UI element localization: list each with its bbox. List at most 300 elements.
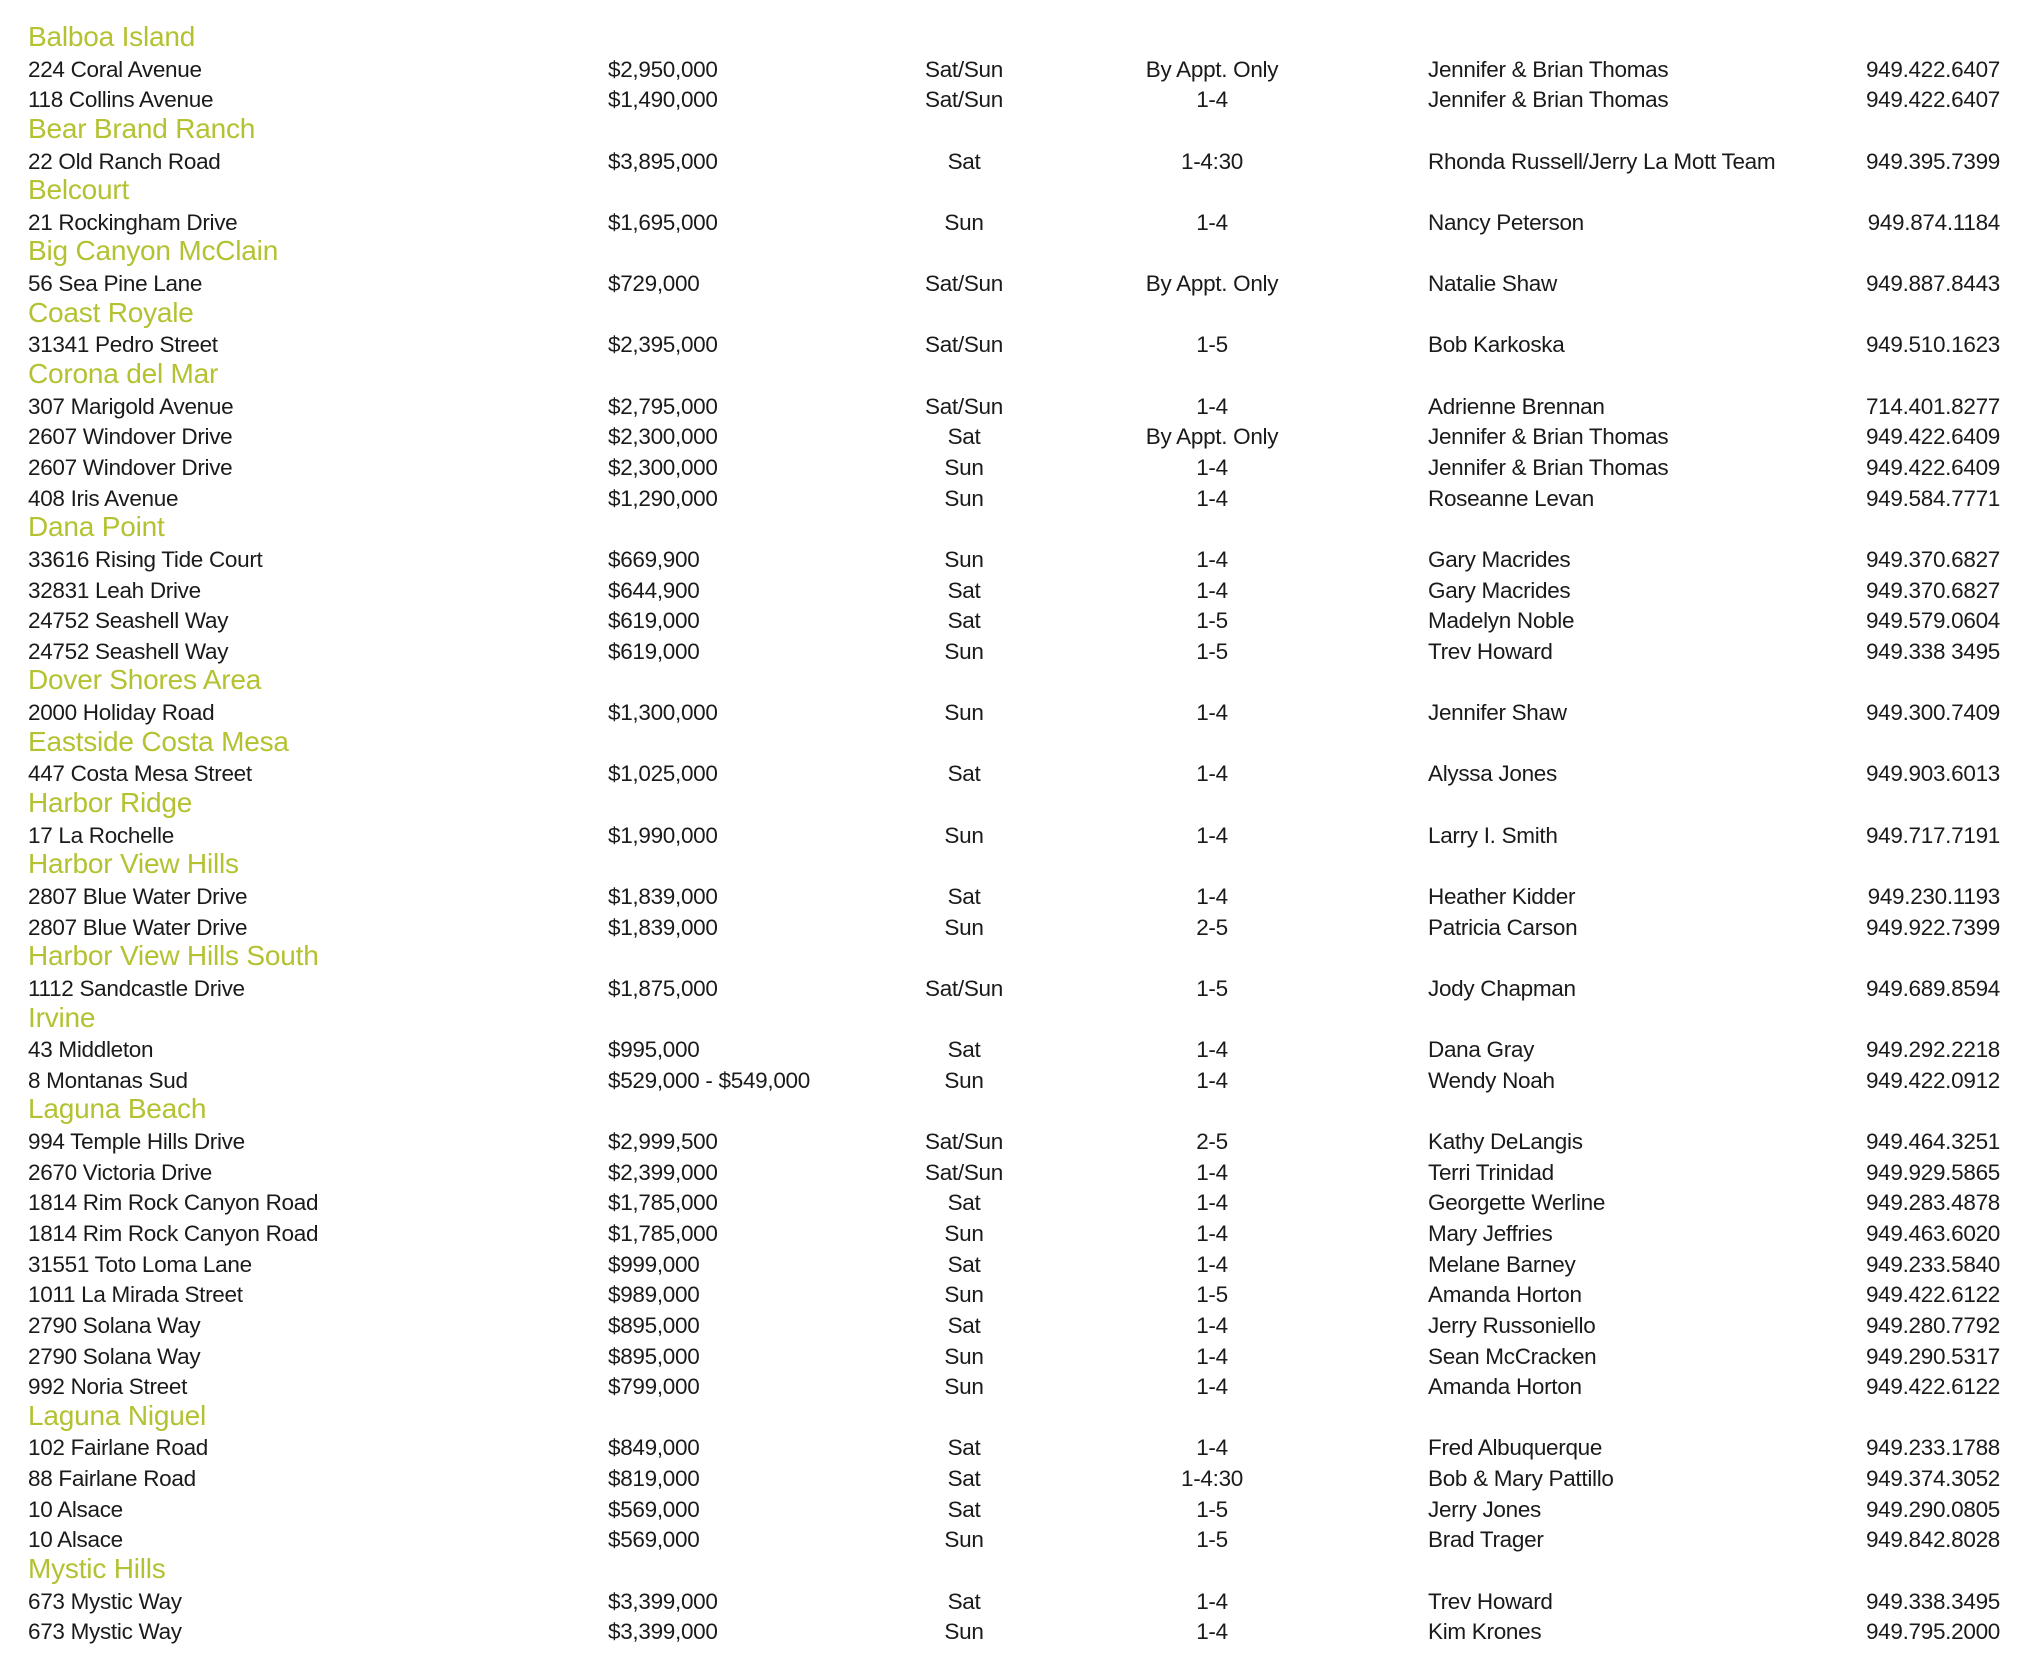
listing-phone: 949.283.4878: [1865, 1190, 2000, 1216]
listing-day: Sun: [944, 638, 984, 664]
listing-time: 1-4: [1196, 87, 1228, 113]
listing-phone: 949.584.7771: [1865, 485, 2000, 511]
listing-day: Sat: [947, 424, 981, 450]
listing-time: 1-4: [1196, 700, 1228, 726]
listing-agent: Jennifer & Brian Thomas: [1428, 87, 1669, 113]
listing-agent: Melane Barney: [1428, 1251, 1576, 1277]
listing-day: Sun: [944, 485, 984, 511]
listing-price: $669,900: [608, 546, 700, 572]
listing-agent: Heather Kidder: [1428, 883, 1576, 909]
listing-time: 1-5: [1196, 608, 1228, 634]
listing-address: 31341 Pedro Street: [28, 332, 218, 358]
listing-price: $995,000: [608, 1037, 700, 1063]
area-section: [0, 1094, 2030, 1400]
listing-agent: Jerry Russoniello: [1428, 1312, 1596, 1338]
listing-phone: 949.422.6409: [1865, 424, 2000, 450]
area-section: [0, 1401, 2030, 1554]
listing-row: [0, 1156, 2030, 1187]
listing-address: 56 Sea Pine Lane: [28, 271, 203, 297]
listing-price: $2,399,000: [608, 1159, 718, 1185]
listing-address: 673 Mystic Way: [28, 1619, 182, 1645]
listing-time: 1-4: [1196, 1343, 1228, 1369]
listing-phone: 949.374.3052: [1865, 1466, 2000, 1492]
listing-phone: 949.510.1623: [1865, 332, 2000, 358]
listing-address: 24752 Seashell Way: [28, 608, 229, 634]
listing-row: [0, 696, 2030, 727]
listing-address: 447 Costa Mesa Street: [28, 761, 252, 787]
listing-price: $895,000: [608, 1312, 700, 1338]
listing-price: $1,490,000: [608, 87, 718, 113]
listing-price: $1,875,000: [608, 975, 718, 1001]
listing-price: $1,785,000: [608, 1190, 718, 1216]
listing-time: 1-4: [1196, 209, 1228, 235]
listing-day: Sun: [944, 1282, 984, 1308]
listing-address: 307 Marigold Avenue: [28, 393, 234, 419]
listing-price: $1,785,000: [608, 1220, 718, 1246]
listing-agent: Jennifer & Brian Thomas: [1428, 454, 1669, 480]
listing-time: 1-5: [1196, 638, 1228, 664]
listing-agent: Brad Trager: [1428, 1527, 1544, 1553]
listing-row: [0, 206, 2030, 237]
listing-address: 992 Noria Street: [28, 1374, 188, 1400]
listing-address: 994 Temple Hills Drive: [28, 1129, 245, 1155]
listing-address: 24752 Seashell Way: [28, 638, 229, 664]
area-heading-row: [0, 1554, 2030, 1585]
area-heading-row: [0, 1094, 2030, 1125]
listing-phone: 949.463.6020: [1865, 1220, 2000, 1246]
listing-row: [0, 1186, 2030, 1217]
listing-row: [0, 1370, 2030, 1401]
listing-row: [0, 1462, 2030, 1493]
listing-price: $2,950,000: [608, 56, 718, 82]
listing-day: Sat: [947, 1312, 981, 1338]
listing-row: [0, 1064, 2030, 1095]
listing-time: 1-4:30: [1181, 148, 1243, 174]
listing-row: [0, 1309, 2030, 1340]
listing-address: 2670 Victoria Drive: [28, 1159, 212, 1185]
listing-time: 1-4: [1196, 1159, 1228, 1185]
listing-row: [0, 819, 2030, 850]
listing-row: [0, 1523, 2030, 1554]
listing-day: Sun: [944, 546, 984, 572]
area-heading: Harbor Ridge: [28, 787, 193, 819]
listing-agent: Jody Chapman: [1428, 975, 1576, 1001]
listing-row: [0, 1493, 2030, 1524]
area-heading: Coast Royale: [28, 296, 194, 328]
listing-address: 1814 Rim Rock Canyon Road: [28, 1190, 319, 1216]
area-section: [0, 1003, 2030, 1095]
listing-day: Sun: [944, 914, 984, 940]
area-section: [0, 298, 2030, 359]
listing-phone: 949.874.1184: [1867, 209, 2000, 235]
listing-phone: 949.922.7399: [1865, 914, 2000, 940]
area-section: [0, 665, 2030, 726]
listing-price: $619,000: [608, 638, 700, 664]
listing-agent: Wendy Noah: [1428, 1067, 1555, 1093]
listing-phone: 949.689.8594: [1865, 975, 2000, 1001]
listing-time: By Appt. Only: [1145, 271, 1279, 297]
listing-agent: Natalie Shaw: [1428, 271, 1557, 297]
listing-address: 2607 Windover Drive: [28, 424, 233, 450]
listing-row: [0, 83, 2030, 114]
listing-price: $3,399,000: [608, 1619, 718, 1645]
listing-phone: 949.842.8028: [1865, 1527, 2000, 1553]
listing-time: 1-4: [1196, 1619, 1228, 1645]
listing-day: Sun: [944, 1343, 984, 1369]
listing-price: $644,900: [608, 577, 700, 603]
listing-phone: 949.422.6407: [1865, 56, 2000, 82]
listing-address: 408 Iris Avenue: [28, 485, 179, 511]
listing-price: $849,000: [608, 1435, 700, 1461]
listing-day: Sun: [944, 1067, 984, 1093]
listing-phone: 949.579.0604: [1865, 608, 2000, 634]
listing-agent: Madelyn Noble: [1428, 608, 1575, 634]
listing-price: $1,839,000: [608, 914, 718, 940]
listing-time: 1-4: [1196, 1588, 1228, 1614]
listing-price: $1,290,000: [608, 485, 718, 511]
listing-time: 1-4: [1196, 454, 1228, 480]
listing-agent: Kathy DeLangis: [1428, 1129, 1583, 1155]
listing-time: 1-4: [1196, 1251, 1228, 1277]
listing-phone: 949.338 3495: [1865, 638, 2000, 664]
listing-time: 1-4: [1196, 546, 1228, 572]
listing-row: [0, 1217, 2030, 1248]
area-heading: Dover Shores Area: [28, 664, 262, 696]
listing-price: $989,000: [608, 1282, 700, 1308]
listing-address: 2807 Blue Water Drive: [28, 883, 248, 909]
listing-address: 31551 Toto Loma Lane: [28, 1251, 252, 1277]
area-heading: Bear Brand Ranch: [28, 112, 256, 144]
listing-row: [0, 635, 2030, 666]
listing-agent: Roseanne Levan: [1428, 485, 1594, 511]
listing-phone: 949.290.5317: [1865, 1343, 2000, 1369]
listing-phone: 949.280.7792: [1865, 1312, 2000, 1338]
area-section: [0, 727, 2030, 788]
listing-address: 1814 Rim Rock Canyon Road: [28, 1220, 319, 1246]
listing-time: 1-5: [1196, 1527, 1228, 1553]
listing-day: Sat: [947, 1037, 981, 1063]
listing-price: $619,000: [608, 608, 700, 634]
listing-row: [0, 482, 2030, 513]
listing-row: [0, 328, 2030, 359]
listing-row: [0, 420, 2030, 451]
listing-row: [0, 53, 2030, 84]
listing-phone: 949.338.3495: [1865, 1588, 2000, 1614]
listing-agent: Alyssa Jones: [1428, 761, 1557, 787]
listing-agent: Jennifer & Brian Thomas: [1428, 424, 1669, 450]
listing-price: $1,695,000: [608, 209, 718, 235]
listing-time: 1-4: [1196, 577, 1228, 603]
listing-day: Sun: [944, 700, 984, 726]
area-heading: Dana Point: [28, 511, 165, 543]
area-section: [0, 788, 2030, 849]
area-section: [0, 941, 2030, 1002]
area-section: [0, 1554, 2030, 1646]
listing-row: [0, 880, 2030, 911]
listing-time: 1-4: [1196, 761, 1228, 787]
listing-address: 22 Old Ranch Road: [28, 148, 221, 174]
area-heading: Laguna Beach: [28, 1093, 207, 1125]
listing-day: Sat/Sun: [925, 1129, 1003, 1155]
listing-time: 1-5: [1196, 332, 1228, 358]
listing-agent: Bob & Mary Pattillo: [1428, 1466, 1614, 1492]
area-heading-row: [0, 941, 2030, 972]
listing-agent: Trev Howard: [1428, 1588, 1553, 1614]
listing-row: [0, 1431, 2030, 1462]
listing-day: Sat/Sun: [925, 271, 1003, 297]
area-heading-row: [0, 1401, 2030, 1432]
listing-phone: 949.290.0805: [1865, 1496, 2000, 1522]
area-heading-row: [0, 665, 2030, 696]
area-heading: Mystic Hills: [28, 1553, 166, 1585]
listing-address: 2790 Solana Way: [28, 1312, 201, 1338]
listing-time: 1-5: [1196, 975, 1228, 1001]
listing-day: Sun: [944, 454, 984, 480]
listing-address: 118 Collins Avenue: [28, 87, 214, 113]
listing-agent: Fred Albuquerque: [1428, 1435, 1603, 1461]
listing-day: Sat/Sun: [925, 332, 1003, 358]
listing-agent: Amanda Horton: [1428, 1282, 1582, 1308]
listing-price: $1,300,000: [608, 700, 718, 726]
listing-day: Sun: [944, 1619, 984, 1645]
listing-row: [0, 604, 2030, 635]
listing-row: [0, 1278, 2030, 1309]
listing-address: 17 La Rochelle: [28, 822, 174, 848]
listing-phone: 949.422.0912: [1865, 1067, 2000, 1093]
area-heading: Belcourt: [28, 174, 130, 206]
listing-row: [0, 911, 2030, 942]
listing-time: 1-5: [1196, 1282, 1228, 1308]
listing-price: $529,000 - $549,000: [608, 1067, 810, 1093]
listing-time: 1-4: [1196, 485, 1228, 511]
listing-address: 21 Rockingham Drive: [28, 209, 238, 235]
listing-day: Sat: [947, 1466, 981, 1492]
listing-address: 32831 Leah Drive: [28, 577, 201, 603]
listing-time: 1-4: [1196, 1067, 1228, 1093]
area-heading: Harbor View Hills: [28, 848, 239, 880]
area-heading: Balboa Island: [28, 21, 196, 52]
listing-row: [0, 1033, 2030, 1064]
area-heading: Irvine: [28, 1001, 96, 1033]
listing-agent: Mary Jeffries: [1428, 1220, 1553, 1246]
listing-address: 88 Fairlane Road: [28, 1466, 196, 1492]
listing-row: [0, 1340, 2030, 1371]
listing-day: Sat/Sun: [925, 56, 1003, 82]
area-heading-row: [0, 236, 2030, 267]
listing-time: 1-4: [1196, 1190, 1228, 1216]
listing-day: Sat: [947, 577, 981, 603]
listing-day: Sat: [947, 761, 981, 787]
listing-price: $1,990,000: [608, 822, 718, 848]
listing-agent: Dana Gray: [1428, 1037, 1535, 1063]
listing-time: 2-5: [1196, 1129, 1228, 1155]
listing-address: 224 Coral Avenue: [28, 56, 202, 82]
listing-phone: 949.370.6827: [1865, 577, 2000, 603]
listing-price: $2,999,500: [608, 1129, 718, 1155]
listing-phone: 949.717.7191: [1865, 822, 2000, 848]
listing-time: 1-4: [1196, 1435, 1228, 1461]
listing-price: $3,895,000: [608, 148, 718, 174]
listing-phone: 949.929.5865: [1865, 1159, 2000, 1185]
area-heading: Harbor View Hills South: [28, 940, 319, 972]
listing-address: 2807 Blue Water Drive: [28, 914, 248, 940]
area-heading: Corona del Mar: [28, 358, 219, 390]
listing-row: [0, 390, 2030, 421]
listing-day: Sat: [947, 1190, 981, 1216]
listing-phone: 949.422.6409: [1865, 454, 2000, 480]
area-heading-row: [0, 849, 2030, 880]
listing-price: $895,000: [608, 1343, 700, 1369]
listing-row: [0, 1125, 2030, 1156]
area-section: [0, 359, 2030, 512]
area-heading-row: [0, 175, 2030, 206]
listing-agent: Larry I. Smith: [1428, 822, 1558, 848]
listing-phone: 714.401.8277: [1865, 393, 2000, 419]
listing-day: Sun: [944, 1220, 984, 1246]
listing-day: Sat: [947, 608, 981, 634]
open-house-listing: [0, 22, 2030, 1646]
listing-day: Sat/Sun: [925, 975, 1003, 1001]
listing-agent: Jerry Jones: [1428, 1496, 1541, 1522]
listing-address: 2790 Solana Way: [28, 1343, 201, 1369]
listing-price: $2,795,000: [608, 393, 718, 419]
listing-day: Sat: [947, 883, 981, 909]
listing-time: 2-5: [1196, 914, 1228, 940]
listing-address: 10 Alsace: [28, 1496, 123, 1522]
listing-agent: Patricia Carson: [1428, 914, 1578, 940]
listing-phone: 949.230.1193: [1867, 883, 2000, 909]
area-heading-row: [0, 1003, 2030, 1034]
listing-agent: Amanda Horton: [1428, 1374, 1582, 1400]
listing-row: [0, 543, 2030, 574]
area-section: [0, 236, 2030, 297]
area-section: [0, 22, 2030, 114]
listing-row: [0, 1615, 2030, 1646]
listing-row: [0, 1585, 2030, 1616]
listing-day: Sat: [947, 148, 981, 174]
listing-day: Sat: [947, 1588, 981, 1614]
listing-time: 1-4: [1196, 1312, 1228, 1338]
listing-price: $999,000: [608, 1251, 700, 1277]
listing-phone: 949.887.8443: [1865, 271, 2000, 297]
listing-time: 1-5: [1196, 1496, 1228, 1522]
listing-phone: 949.795.2000: [1865, 1619, 2000, 1645]
listing-address: 33616 Rising Tide Court: [28, 546, 263, 572]
listing-day: Sun: [944, 1527, 984, 1553]
listing-agent: Sean McCracken: [1428, 1343, 1597, 1369]
listing-day: Sat: [947, 1251, 981, 1277]
area-heading: Eastside Costa Mesa: [28, 725, 289, 757]
listing-address: 8 Montanas Sud: [28, 1067, 188, 1093]
listing-row: [0, 1248, 2030, 1279]
area-section: [0, 114, 2030, 175]
listing-price: $729,000: [608, 271, 700, 297]
listing-price: $2,300,000: [608, 454, 718, 480]
listing-price: $3,399,000: [608, 1588, 718, 1614]
area-heading-row: [0, 727, 2030, 758]
listing-address: 2000 Holiday Road: [28, 700, 215, 726]
listing-price: $2,395,000: [608, 332, 718, 358]
listing-time: 1-4: [1196, 822, 1228, 848]
listing-day: Sat: [947, 1435, 981, 1461]
listing-day: Sun: [944, 209, 984, 235]
area-heading-row: [0, 512, 2030, 543]
listing-day: Sat/Sun: [925, 1159, 1003, 1185]
listing-agent: Nancy Peterson: [1428, 209, 1584, 235]
listing-address: 102 Fairlane Road: [28, 1435, 209, 1461]
listing-time: 1-4: [1196, 1037, 1228, 1063]
listing-price: $1,025,000: [608, 761, 718, 787]
area-heading-row: [0, 788, 2030, 819]
listing-row: [0, 757, 2030, 788]
listing-phone: 949.422.6407: [1865, 87, 2000, 113]
listing-price: $2,300,000: [608, 424, 718, 450]
area-section: [0, 512, 2030, 665]
listing-address: 10 Alsace: [28, 1527, 123, 1553]
listing-day: Sat/Sun: [925, 87, 1003, 113]
listing-row: [0, 451, 2030, 482]
listing-day: Sun: [944, 1374, 984, 1400]
listing-time: 1-4: [1196, 1374, 1228, 1400]
listing-agent: Rhonda Russell/Jerry La Mott Team: [1428, 148, 1776, 174]
listing-agent: Gary Macrides: [1428, 546, 1571, 572]
listing-agent: Terri Trinidad: [1428, 1159, 1554, 1185]
listing-agent: Gary Macrides: [1428, 577, 1571, 603]
listing-time: 1-4: [1196, 393, 1228, 419]
area-heading-row: [0, 359, 2030, 390]
listing-time: 1-4: [1196, 883, 1228, 909]
listing-agent: Jennifer & Brian Thomas: [1428, 56, 1669, 82]
listing-row: [0, 267, 2030, 298]
listing-time: 1-4:30: [1181, 1466, 1243, 1492]
area-heading: Big Canyon McClain: [28, 235, 279, 267]
listing-row: [0, 972, 2030, 1003]
listing-phone: 949.464.3251: [1865, 1129, 2000, 1155]
listing-address: 1112 Sandcastle Drive: [28, 975, 245, 1001]
listing-phone: 949.903.6013: [1865, 761, 2000, 787]
area-heading-row: [0, 22, 2030, 53]
listing-phone: 949.422.6122: [1865, 1282, 2000, 1308]
listing-address: 43 Middleton: [28, 1037, 154, 1063]
listing-time: 1-4: [1196, 1220, 1228, 1246]
listing-address: 673 Mystic Way: [28, 1588, 182, 1614]
area-heading-row: [0, 114, 2030, 145]
listing-agent: Jennifer Shaw: [1428, 700, 1567, 726]
listing-address: 2607 Windover Drive: [28, 454, 233, 480]
listing-phone: 949.370.6827: [1865, 546, 2000, 572]
listing-price: $569,000: [608, 1527, 700, 1553]
area-heading-row: [0, 298, 2030, 329]
listing-agent: Trev Howard: [1428, 638, 1553, 664]
listing-row: [0, 145, 2030, 176]
listing-price: $819,000: [608, 1466, 700, 1492]
listing-day: Sat: [947, 1496, 981, 1522]
listing-phone: 949.292.2218: [1865, 1037, 2000, 1063]
area-section: [0, 175, 2030, 236]
listing-price: $799,000: [608, 1374, 700, 1400]
listing-price: $1,839,000: [608, 883, 718, 909]
listing-time: By Appt. Only: [1145, 424, 1279, 450]
listing-day: Sat/Sun: [925, 393, 1003, 419]
area-heading: Laguna Niguel: [28, 1399, 206, 1431]
listing-agent: Georgette Werline: [1428, 1190, 1606, 1216]
listing-phone: 949.395.7399: [1865, 148, 2000, 174]
listing-phone: 949.233.1788: [1865, 1435, 2000, 1461]
listing-row: [0, 574, 2030, 605]
listing-phone: 949.300.7409: [1865, 700, 2000, 726]
listing-price: $569,000: [608, 1496, 700, 1522]
listing-address: 1011 La Mirada Street: [28, 1282, 243, 1308]
